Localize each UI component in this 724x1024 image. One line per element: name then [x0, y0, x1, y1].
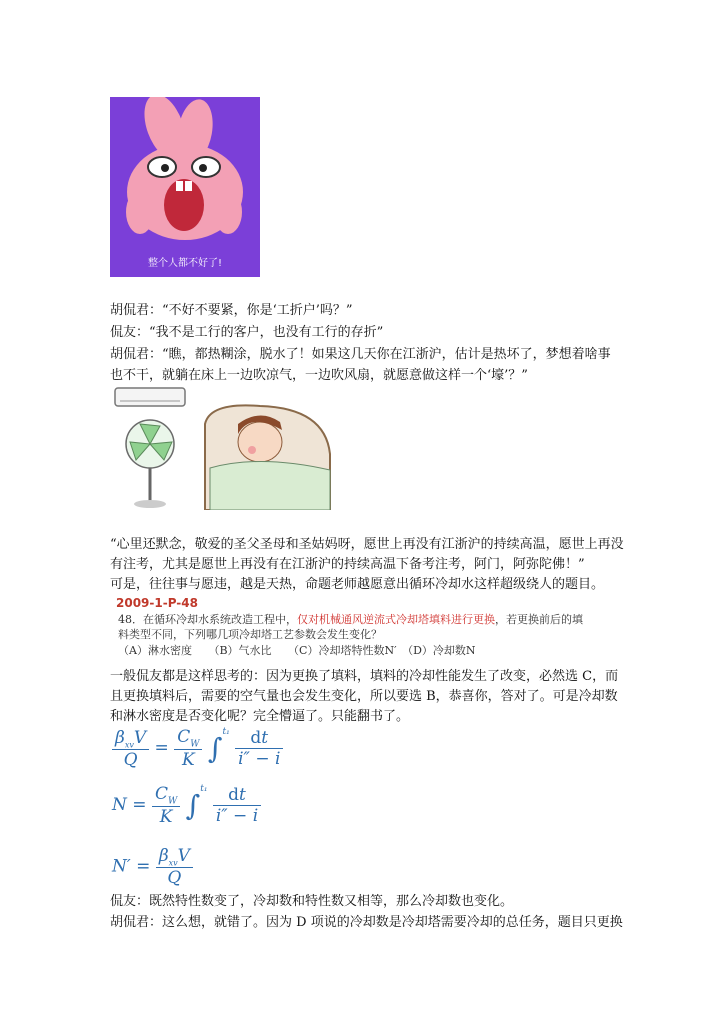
sleeping-person-illustration	[110, 384, 340, 510]
question-stem-highlight: 仅对机械通风逆流式冷却塔填料进行更换	[297, 613, 495, 626]
formula-nprime-lhs: N′	[112, 856, 131, 877]
paragraph-line: 和淋水密度是否变化呢？完全懵逼了。只能翻书了。	[110, 709, 410, 724]
question-id: 2009-1-P-48	[116, 596, 198, 610]
question-stem-pre: 48．在循环冷却水系统改造工程中，	[118, 613, 297, 626]
question-options: （A）淋水密度 （B）气水比 （C）冷却塔特性数N′ （D）冷却数N	[118, 644, 476, 657]
question-stem-line2: 料类型不同，下列哪几项冷却塔工艺参数会发生变化？	[118, 628, 382, 641]
formula-characteristic-number: N′ = $\frac{\beta_{xv}V}{Q}$	[112, 846, 193, 888]
dialogue-line: 胡侃君：这么想，就错了。因为 D 项说的冷却数是冷却塔需要冷却的总任务，题目只更换	[110, 915, 623, 930]
paragraph-line: 一般侃友都是这样思考的：因为更换了填料，填料的冷却性能发生了改变，必然选 C，而	[110, 669, 619, 684]
rabbit-meme-image	[110, 97, 260, 277]
formula-characteristic-equals-cooling: $\frac{\beta_{xv}V}{Q}$ = $\frac{C_W}{K}$ ∫$^{t_1}$ $\frac{dt}{i'' - i}$	[112, 727, 283, 770]
dialogue-line: 侃友：“我不是工行的客户，也没有工行的存折”	[110, 325, 384, 340]
dialogue-line: 胡侃君：“瞧，都热糊涂，脱水了！如果这几天你在江浙沪，估计是热坏了，梦想着啥事	[110, 347, 611, 362]
paragraph-line: 且更换填料后，需要的空气量也会发生变化，所以要选 B，恭喜你，答对了。可是冷却数	[110, 689, 618, 704]
question-stem-post: ，若更换前后的填	[495, 613, 583, 626]
meme-caption: 整个人都不好了!	[147, 258, 222, 269]
dialogue-line: 胡侃君：“不好不要紧，你是‘工折户’吗？”	[110, 303, 353, 318]
paragraph-line: 有注考，尤其是愿世上再没有在江浙沪的持续高温下备考注考，阿门，阿弥陀佛！”	[110, 557, 585, 572]
paragraph-line: 可是，往往事与愿违，越是天热，命题老师越愿意出循环冷却水这样超级绕人的题目。	[110, 577, 605, 592]
paragraph-line: “心里还默念，敬爱的圣父圣母和圣姑妈呀，愿世上再没有江浙沪的持续高温，愿世上再没	[110, 537, 624, 552]
dialogue-line: 也不干，就躺在床上一边吹凉气，一边吹风扇，就愿意做这样一个‘壕’？”	[110, 368, 528, 383]
rabbit-illustration	[110, 97, 260, 277]
formula-cooling-number: N = $\frac{C_W}{K}$ ∫$^{t_1}$ $\frac{dt}{i'' - i}$	[112, 784, 261, 827]
formula-n-lhs: N	[112, 795, 127, 816]
dialogue-line: 侃友：既然特性数变了，冷却数和特性数又相等，那么冷却数也变化。	[110, 894, 514, 909]
